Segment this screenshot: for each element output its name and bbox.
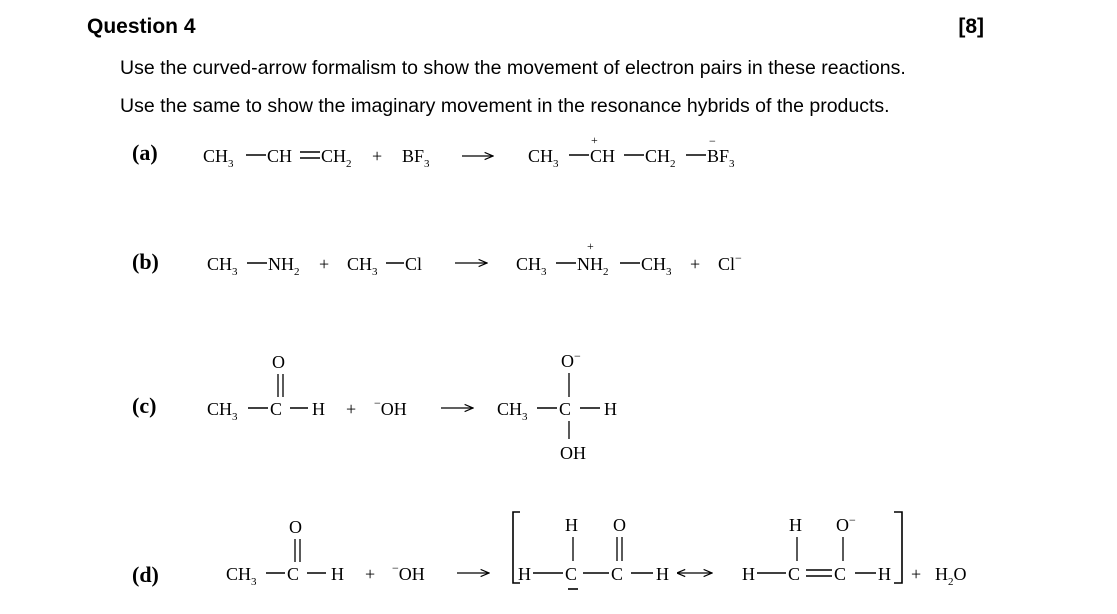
part-b-label: (b) (132, 249, 159, 274)
a-ch-text: CH (267, 146, 293, 166)
reaction-c (207, 349, 617, 463)
b-prod-plus: + (690, 254, 701, 274)
question-marks: [8] (958, 15, 984, 38)
c-prod-h: H (604, 399, 617, 419)
a-bf3-text: $BF_3$ (402, 146, 430, 170)
part-d-label: (d) (132, 562, 159, 587)
b-chloride: Cl− (718, 251, 742, 274)
d-r2-o-minus: O− (836, 513, 856, 535)
a-prod-bf3: $BF_3$ (707, 146, 735, 170)
reaction-d (226, 512, 967, 589)
c-h: H (312, 399, 325, 419)
a-carbocation-charge: + (591, 133, 598, 147)
b-plus: + (319, 254, 330, 274)
c-hydroxide: −OH (374, 396, 407, 419)
a-ch2-text: $CH_2$ (321, 146, 352, 170)
d-ch3-text: $CH_3$ (226, 564, 257, 588)
b-prod-ch3b: $CH_3$ (641, 254, 672, 278)
c-prod-o-minus: O− (561, 349, 581, 371)
d-plus: + (365, 564, 376, 584)
d-r1-h-left: H (518, 564, 531, 584)
d-r2-h-top: H (789, 515, 802, 535)
part-a-label: (a) (132, 140, 158, 165)
a-prod-ch3: $CH_3$ (528, 146, 559, 170)
d-r1-carbonyl-c: C (611, 564, 624, 584)
d-carbonyl-c: C (287, 564, 300, 584)
a-ch3-text: $CH_3$ (203, 146, 234, 170)
b-prod-ch3: $CH_3$ (516, 254, 547, 278)
d-r2-h-right: H (878, 564, 891, 584)
b-ammonium-charge: + (587, 239, 594, 253)
a-prod-ch2: $CH_2$ (645, 146, 676, 170)
a-borate-charge: − (709, 134, 716, 148)
d-water: $H_2O$ (935, 564, 967, 588)
b-nh2-text: $NH_2$ (268, 254, 300, 278)
d-h: H (331, 564, 344, 584)
part-c-label: (c) (132, 393, 157, 418)
d-r2-c2: C (834, 564, 847, 584)
d-right-bracket (894, 512, 902, 583)
c-ch3-text: $CH_3$ (207, 399, 238, 423)
c-prod-ch3: $CH_3$ (497, 399, 528, 423)
b-ch3cl-ch3: $CH_3$ (347, 254, 378, 278)
b-prod-nh2: $NH_2$ (577, 254, 609, 278)
c-carbonyl-c: C (270, 399, 283, 419)
instruction-line-1: Use the curved-arrow formalism to show the movement of electron pairs in these reactions. (120, 57, 906, 79)
c-prod-c: C (559, 399, 572, 419)
d-r1-o: O (613, 515, 626, 535)
d-prod-plus: + (911, 564, 922, 584)
d-r1-h-top: H (565, 515, 578, 535)
d-carbonyl-o: O (289, 517, 302, 537)
a-prod-ch: CH (590, 146, 616, 166)
d-hydroxide: −OH (392, 561, 425, 584)
reaction-b (207, 239, 742, 278)
c-plus: + (346, 399, 357, 419)
instruction-line-2: Use the same to show the imaginary movement in the resonance hybrids of the products. (120, 95, 890, 117)
c-carbonyl-o: O (272, 352, 285, 372)
b-cl-text: Cl (405, 254, 423, 274)
c-prod-oh: OH (560, 443, 586, 463)
question-title: Question 4 (87, 15, 196, 38)
a-plus: + (372, 146, 383, 166)
b-ch3-text: $CH_3$ (207, 254, 238, 278)
d-r2-h-left: H (742, 564, 755, 584)
d-r1-h-right: H (656, 564, 669, 584)
d-r2-c1: C (788, 564, 801, 584)
reaction-a (203, 133, 735, 170)
d-r1-carbanion: C (565, 564, 578, 584)
